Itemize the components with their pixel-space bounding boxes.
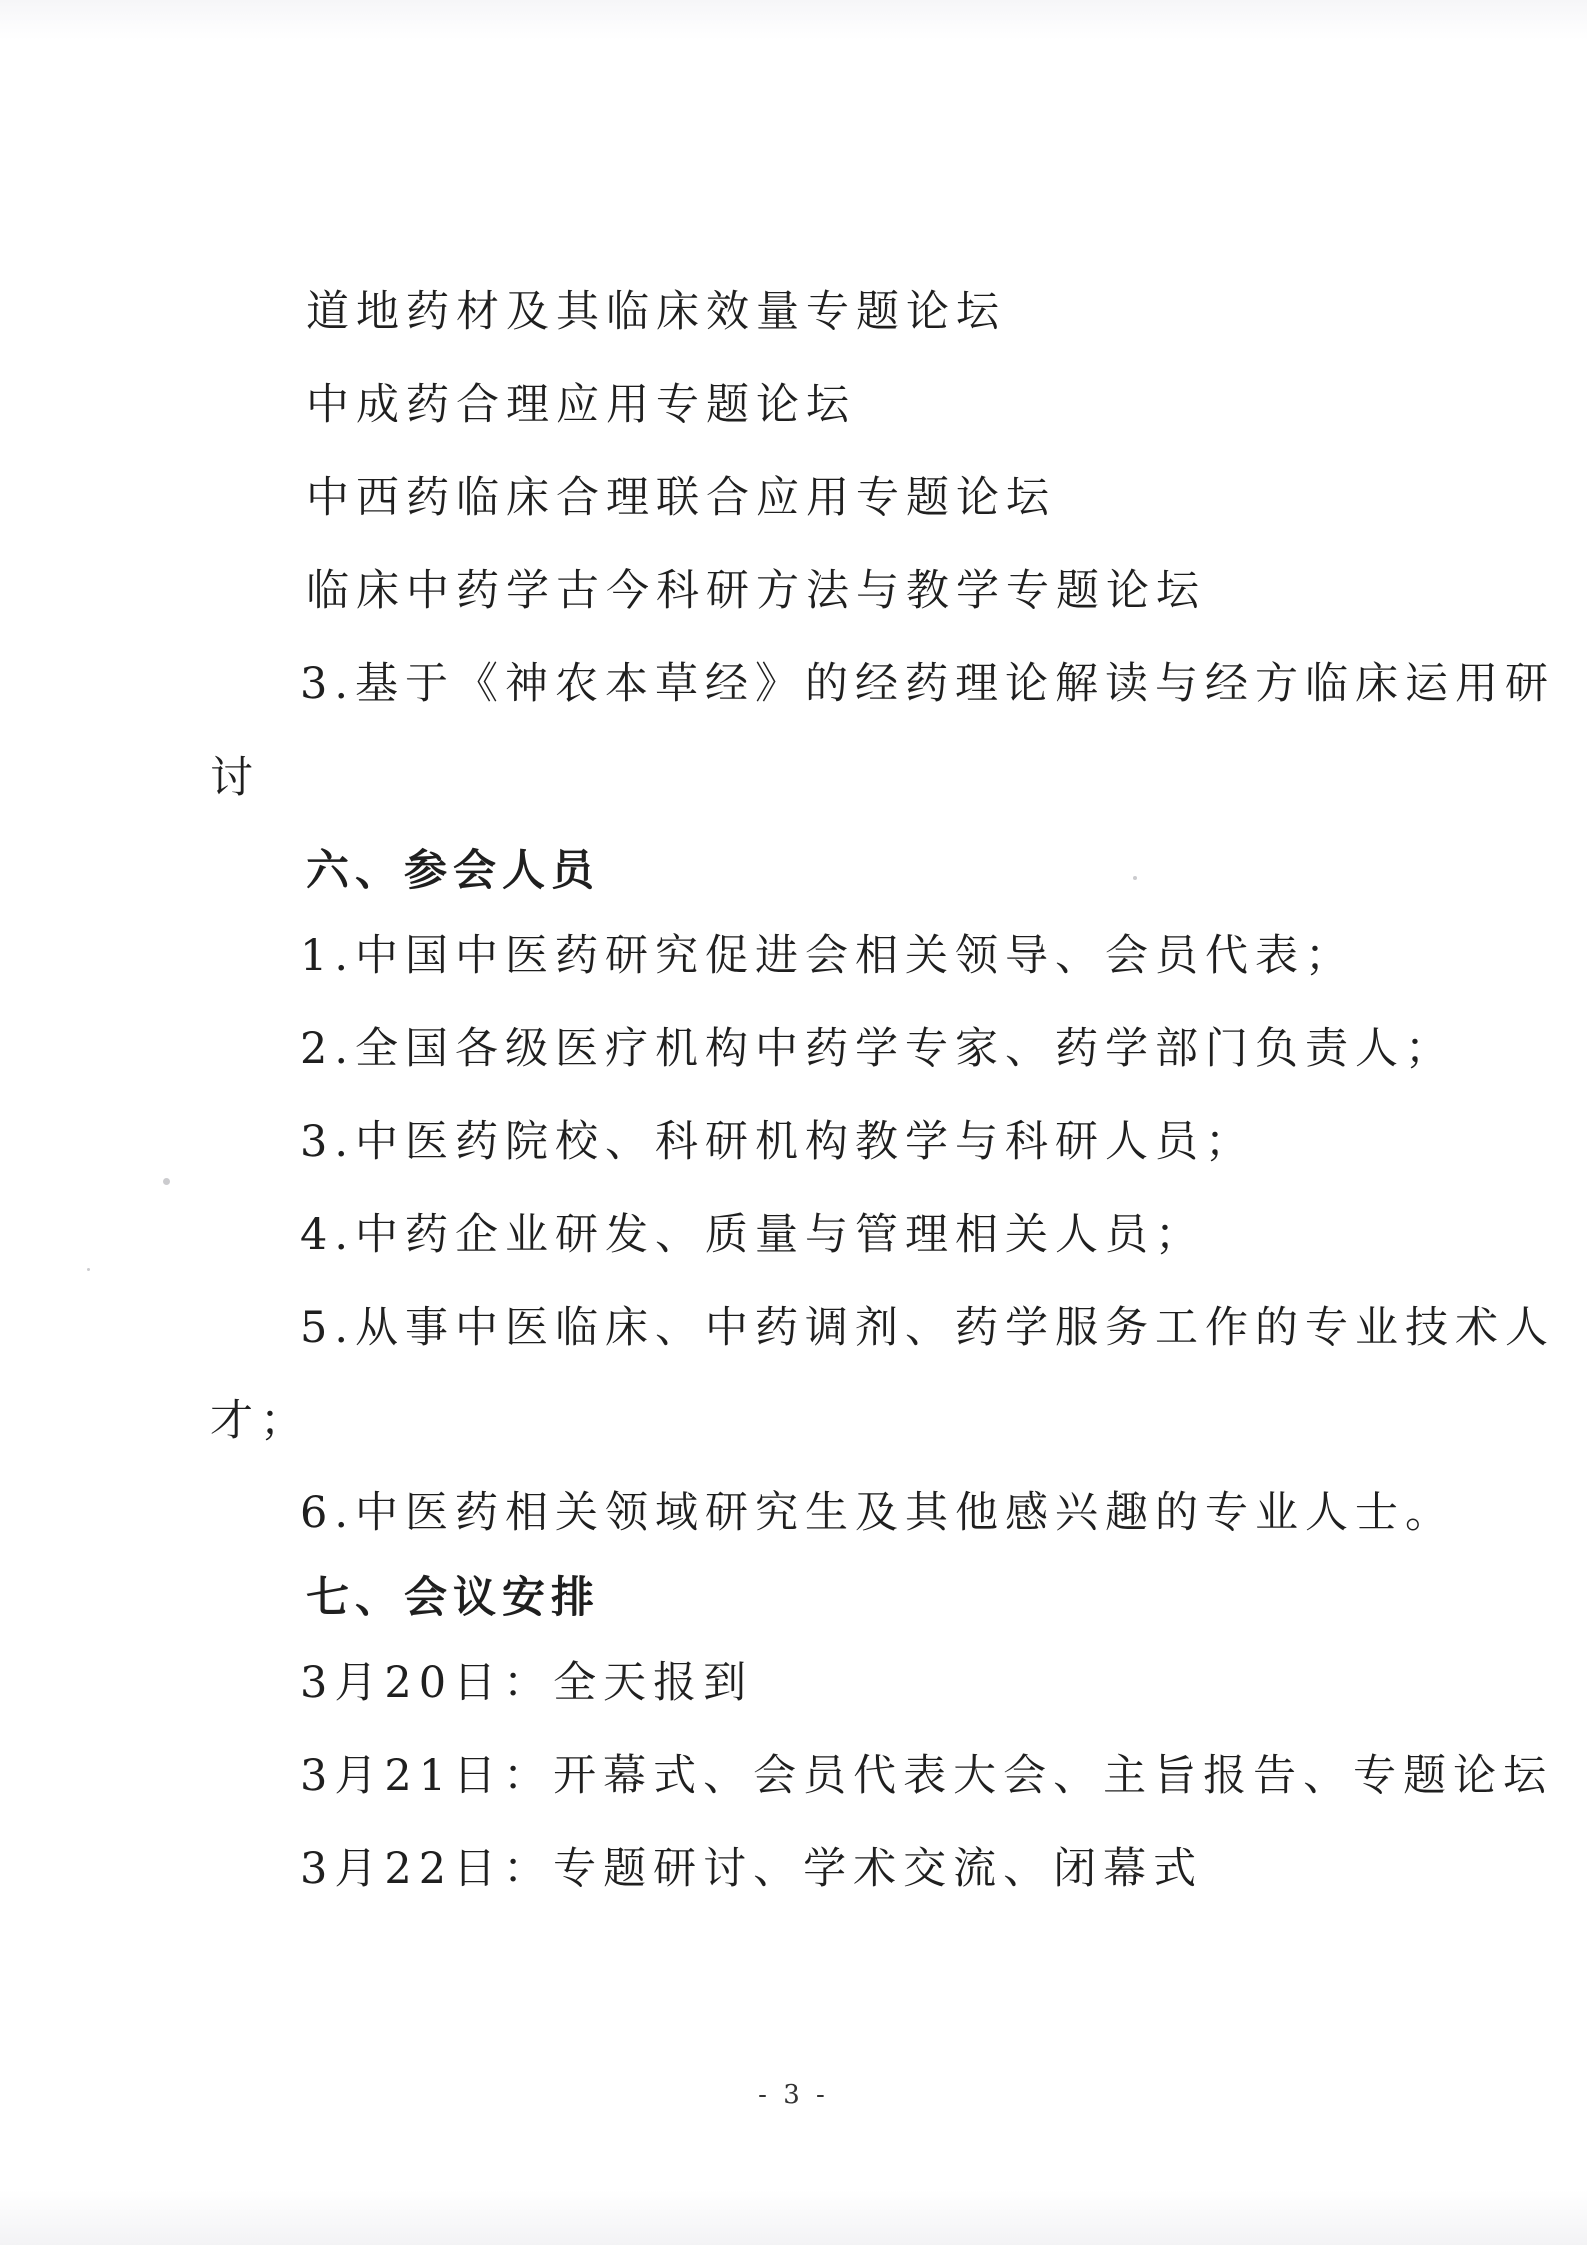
attendee-item-4: 4.中药企业研发、质量与管理相关人员； xyxy=(300,1210,1206,1260)
scan-speck xyxy=(1133,876,1137,880)
page-number: - 3 - xyxy=(758,2080,829,2110)
attendee-item-2: 2.全国各级医疗机构中药学专家、药学部门负责人； xyxy=(300,1024,1456,1074)
scan-speck xyxy=(87,1268,90,1271)
schedule-item-3: 3月22日：专题研讨、学术交流、闭幕式 xyxy=(300,1844,1204,1894)
forum-line-1: 道地药材及其临床效量专题论坛 xyxy=(306,287,1006,337)
paragraph-continuation: 讨 xyxy=(210,753,260,803)
schedule-item-2: 3月21日：开幕式、会员代表大会、主旨报告、专题论坛 xyxy=(300,1751,1554,1801)
section-heading-7: 七、会议安排 xyxy=(306,1573,600,1623)
section-heading-6: 六、参会人员 xyxy=(306,846,600,896)
scan-speck xyxy=(163,1178,170,1185)
schedule-item-1: 3月20日：全天报到 xyxy=(300,1658,754,1708)
attendee-item-6: 6.中医药相关领域研究生及其他感兴趣的专业人士。 xyxy=(300,1488,1456,1538)
forum-line-4: 临床中药学古今科研方法与教学专题论坛 xyxy=(306,566,1206,616)
attendee-item-1: 1.中国中医药研究促进会相关领导、会员代表； xyxy=(300,931,1356,981)
attendee-item-3: 3.中医药院校、科研机构教学与科研人员； xyxy=(300,1117,1256,1167)
paragraph-line: 3.基于《神农本草经》的经药理论解读与经方临床运用研 xyxy=(300,659,1556,709)
attendee-item-5-continuation: 才； xyxy=(210,1396,310,1446)
attendee-item-5: 5.从事中医临床、中药调剂、药学服务工作的专业技术人 xyxy=(300,1303,1556,1353)
forum-line-3: 中西药临床合理联合应用专题论坛 xyxy=(306,473,1056,523)
forum-line-2: 中成药合理应用专题论坛 xyxy=(306,380,856,430)
